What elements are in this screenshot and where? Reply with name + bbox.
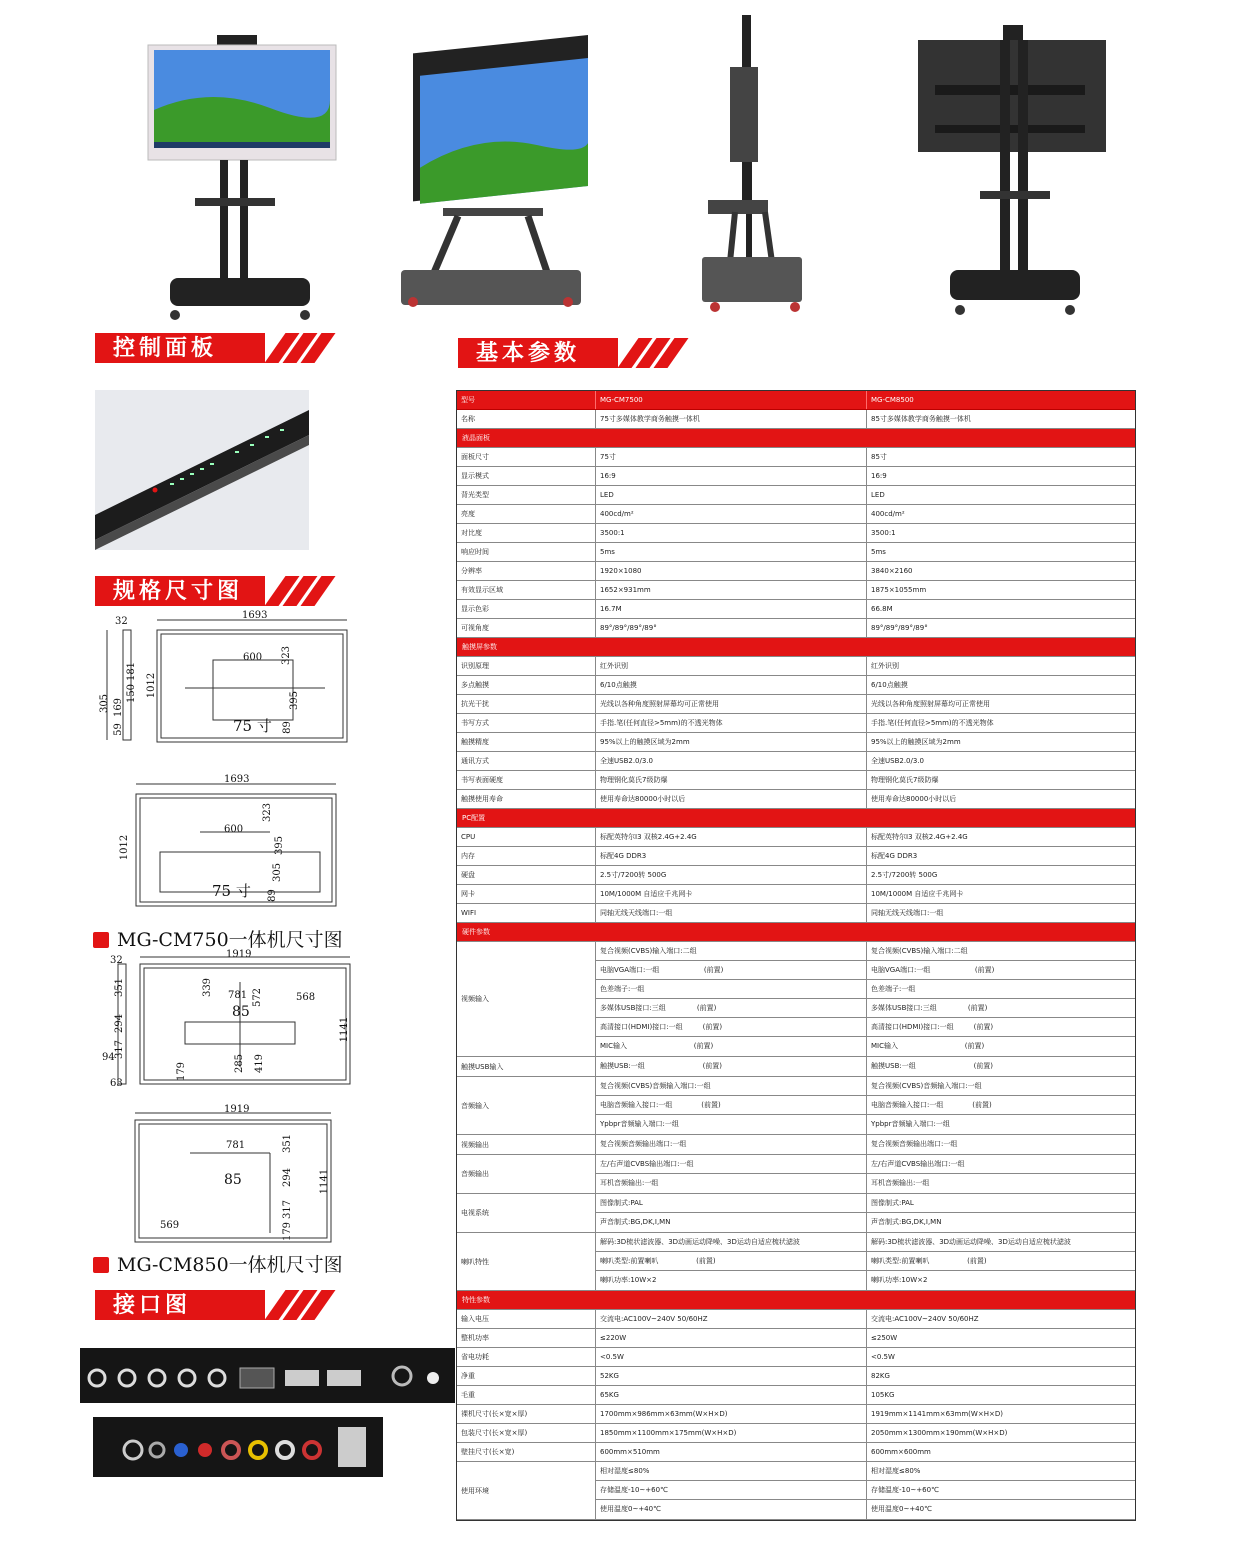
table-cell: 光线以各种角度照射屏幕均可正常使用	[596, 695, 867, 713]
table-cell: 可视角度	[457, 619, 596, 637]
table-cell: 净重	[457, 1367, 596, 1385]
table-row	[457, 714, 1135, 733]
table-cell: LED	[871, 491, 885, 499]
table-cell: 省电功耗	[457, 1348, 596, 1366]
dim-85b-v317: 317	[282, 1199, 294, 1220]
dim-75b-width: 1693	[224, 774, 250, 785]
table-group	[457, 1135, 1135, 1155]
table-group-label: 音频输出	[457, 1155, 596, 1193]
table-cell: 105KG	[871, 1391, 895, 1399]
dim-85-height: 1141	[339, 1016, 351, 1043]
table-row	[596, 1213, 1135, 1232]
table-group-label: 视频输入	[457, 942, 596, 1056]
table-section-header: 硬件参数	[457, 923, 1135, 942]
table-cell: 66.8M	[871, 605, 893, 613]
product-photo-front-white	[140, 30, 350, 330]
dim-75-v89: 89	[281, 721, 293, 734]
dim-85-v419: 419	[254, 1053, 266, 1074]
table-cell: 6/10点触摸	[871, 681, 908, 689]
dim-75-v59: 59	[112, 723, 124, 736]
table-cell: 书写表面硬度	[457, 771, 596, 789]
table-cell: 物理钢化莫氏7级防爆	[871, 776, 939, 784]
dim-75b-v89: 89	[266, 889, 278, 902]
table-cell: 高清接口(HDMI)接口:一组 (前置)	[596, 1018, 867, 1036]
table-cell: 复合视频音频输出端口:一组	[596, 1135, 867, 1154]
table-cell: 使用温度0~+40℃	[596, 1500, 867, 1519]
table-cell: 色差端子:一组	[871, 985, 916, 993]
caption-750-text: MG-CM750一体机尺寸图	[117, 929, 343, 951]
table-row	[457, 1310, 1135, 1329]
section-banner-interface	[95, 1290, 335, 1320]
table-group-label: 音频输入	[457, 1077, 596, 1134]
dim-85-v572: 572	[252, 987, 264, 1008]
table-cell: 图像制式:PAL	[871, 1199, 914, 1207]
table-cell: 10M/1000M 自适应千兆网卡	[596, 885, 867, 903]
table-row	[596, 1462, 1135, 1481]
table-cell: 使用温度0~+40℃	[871, 1505, 932, 1513]
table-cell: 触摸使用寿命	[457, 790, 596, 808]
section-title-interface: 接口图	[113, 1292, 192, 1318]
table-row	[596, 1135, 1135, 1154]
table-cell: 对比度	[457, 524, 596, 542]
table-cell: 全速USB2.0/3.0	[871, 757, 924, 765]
table-cell: 喇叭功率:10W×2	[871, 1276, 928, 1284]
table-cell: 1919mm×1141mm×63mm(W×H×D)	[871, 1410, 1003, 1418]
table-cell: 同轴无线天线端口:一组	[596, 904, 867, 922]
table-cell: 触摸USB:一组 (前置)	[596, 1057, 867, 1076]
dim-85b-width: 1919	[224, 1104, 250, 1115]
table-cell: 整机功率	[457, 1329, 596, 1347]
table-cell: 左/右声道CVBS输出端口:一组	[596, 1155, 867, 1173]
table-cell: 相对湿度≤80%	[596, 1462, 867, 1480]
product-photo-back	[915, 25, 1110, 320]
caption-850	[93, 1250, 343, 1277]
drawing-85-b	[120, 1104, 340, 1248]
table-group-label: 电视系统	[457, 1194, 596, 1232]
dim-75-v323: 323	[281, 645, 293, 666]
table-row	[457, 828, 1135, 847]
table-cell: 壁挂尺寸(长×宽)	[457, 1443, 596, 1461]
section-banner-control-panel	[95, 333, 335, 363]
table-cell: 毛重	[457, 1386, 596, 1404]
table-cell: 600mm×600mm	[871, 1448, 931, 1456]
dim-75b-v395: 395	[274, 835, 286, 856]
table-cell: 网卡	[457, 885, 596, 903]
drawing-75-b	[120, 772, 342, 912]
table-cell: 抗光干扰	[457, 695, 596, 713]
table-row	[596, 1018, 1135, 1037]
table-section-header: 特性参数	[457, 1291, 1135, 1310]
table-cell: CPU	[457, 828, 596, 846]
product-photo-side	[690, 12, 810, 317]
dim-75b-height: 1012	[119, 834, 131, 861]
table-cell: 名称	[457, 410, 596, 428]
table-row	[457, 1386, 1135, 1405]
table-cell: 10M/1000M 自适应千兆网卡	[871, 890, 964, 898]
table-group	[457, 1057, 1135, 1077]
table-cell: 图像制式:PAL	[596, 1194, 867, 1212]
dim-75-v150: 150	[126, 683, 138, 704]
dim-85-v317: 317	[114, 1039, 126, 1060]
table-row	[457, 467, 1135, 486]
table-row	[457, 790, 1135, 809]
table-cell: 多媒体USB接口:三组 (前置)	[871, 1004, 988, 1012]
table-cell: ≤220W	[596, 1329, 867, 1347]
table-group	[457, 1233, 1135, 1291]
table-group	[457, 1077, 1135, 1135]
table-cell: 亮度	[457, 505, 596, 523]
table-cell: 包装尺寸(长×宽×厚)	[457, 1424, 596, 1442]
table-row	[457, 505, 1135, 524]
table-section-header: PC配置	[457, 809, 1135, 828]
table-row	[457, 676, 1135, 695]
table-group	[457, 942, 1135, 1057]
table-cell: 95%以上的触摸区域为2mm	[871, 738, 961, 746]
dim-75-v169: 169	[113, 697, 125, 718]
table-cell: 复合视频(CVBS)音频输入端口:一组	[596, 1077, 867, 1095]
table-cell: 相对湿度≤80%	[871, 1467, 921, 1475]
table-cell: 标配英特尔I3 双核2.4G+2.4G	[596, 828, 867, 846]
dim-85b-v179: 179	[282, 1221, 294, 1242]
table-cell: 分辨率	[457, 562, 596, 580]
table-row	[457, 1367, 1135, 1386]
table-cell: 400cd/m²	[596, 505, 867, 523]
table-row	[596, 1077, 1135, 1096]
table-cell: 使用寿命达80000小时以后	[871, 795, 957, 803]
table-cell: 裸机尺寸(长×宽×厚)	[457, 1405, 596, 1423]
dim-75-v181: 181	[126, 661, 138, 682]
table-cell: 65KG	[596, 1386, 867, 1404]
caption-750	[93, 925, 343, 952]
table-cell: 89°/89°/89°/89°	[871, 624, 928, 632]
table-group-label: 触摸USB输入	[457, 1057, 596, 1076]
table-row	[457, 1348, 1135, 1367]
table-cell: MIC输入 (前置)	[596, 1037, 867, 1056]
table-cell: 3500:1	[871, 529, 896, 537]
header-cell: 型号	[457, 391, 596, 409]
table-cell: 显示色彩	[457, 600, 596, 618]
table-cell: 硬盘	[457, 866, 596, 884]
dim-85-width: 1919	[226, 949, 252, 960]
table-row	[457, 562, 1135, 581]
table-cell: 电脑音频输入接口:一组 (前置)	[871, 1101, 992, 1109]
dim-85b-v569: 569	[160, 1220, 180, 1231]
header-cell: MG-CM8500	[871, 396, 914, 404]
caption-750-marker	[93, 932, 109, 948]
table-row	[457, 410, 1135, 429]
interface-photo-top	[80, 1348, 455, 1403]
dim-85-h568: 568	[296, 992, 316, 1003]
table-row	[457, 448, 1135, 467]
header-cell: MG-CM7500	[596, 391, 867, 409]
table-cell: 1652×931mm	[596, 581, 867, 599]
table-row	[457, 1405, 1135, 1424]
dim-75-size: 75 寸	[233, 717, 272, 735]
dim-75-v305: 305	[99, 693, 111, 714]
table-cell: 3500:1	[596, 524, 867, 542]
product-photo-front-black	[398, 30, 588, 310]
table-section-header: 液晶面板	[457, 429, 1135, 448]
table-cell: <0.5W	[596, 1348, 867, 1366]
table-cell: 红外识别	[871, 662, 899, 670]
table-cell: 声音制式:BG,DK,I,MN	[871, 1218, 942, 1226]
table-row	[596, 961, 1135, 980]
table-row	[596, 1500, 1135, 1519]
table-cell: 解码:3D梳状滤波器、3D动画运动降噪、3D运动自适应梳状滤波	[596, 1233, 867, 1251]
table-row	[596, 1057, 1135, 1076]
table-group-label: 视频输出	[457, 1135, 596, 1154]
table-cell: 喇叭类型:前置喇叭 (前置)	[871, 1257, 987, 1265]
table-cell: 82KG	[871, 1372, 890, 1380]
table-header-row	[457, 391, 1135, 410]
table-cell: 多媒体USB接口:三组 (前置)	[596, 999, 867, 1017]
table-row	[457, 847, 1135, 866]
table-cell: 1875×1055mm	[871, 586, 927, 594]
table-row	[596, 1037, 1135, 1056]
dim-75-h600: 600	[243, 652, 263, 663]
table-cell: 面板尺寸	[457, 448, 596, 466]
table-cell: 52KG	[596, 1367, 867, 1385]
control-panel-photo	[95, 390, 309, 550]
table-cell: WIFI	[457, 904, 596, 922]
table-group-label: 使用环境	[457, 1462, 596, 1519]
table-row	[596, 1096, 1135, 1115]
dim-85-v94: 94	[102, 1052, 115, 1063]
table-cell: 高清接口(HDMI)接口:一组 (前置)	[871, 1023, 994, 1031]
table-cell: 75寸多媒体教学商务触摸一体机	[596, 410, 867, 428]
table-group	[457, 1155, 1135, 1194]
table-cell: 5ms	[596, 543, 867, 561]
table-cell: 400cd/m²	[871, 510, 905, 518]
table-cell: 6/10点触摸	[596, 676, 867, 694]
table-row	[457, 1424, 1135, 1443]
section-title-spec-drawing: 规格尺寸图	[113, 578, 244, 604]
table-row	[457, 771, 1135, 790]
table-row	[457, 524, 1135, 543]
dim-75-v32: 32	[115, 616, 128, 627]
section-title-control-panel: 控制面板	[113, 335, 218, 361]
dim-75b-h600: 600	[224, 824, 244, 835]
table-row	[457, 543, 1135, 562]
table-row	[457, 619, 1135, 638]
table-row	[457, 600, 1135, 619]
table-cell: 600mm×510mm	[596, 1443, 867, 1461]
table-cell: 16.7M	[596, 600, 867, 618]
table-cell: 触摸精度	[457, 733, 596, 751]
table-cell: 显示模式	[457, 467, 596, 485]
table-row	[457, 904, 1135, 923]
table-row	[596, 1271, 1135, 1290]
dim-85b-size: 85	[224, 1172, 242, 1188]
table-cell: 解码:3D梳状滤波器、3D动画运动降噪、3D运动自适应梳状滤波	[871, 1238, 1071, 1246]
table-cell: 标配英特尔I3 双核2.4G+2.4G	[871, 833, 968, 841]
table-cell: 1700mm×986mm×63mm(W×H×D)	[596, 1405, 867, 1423]
table-cell: 手指.笔(任何直径>5mm)的不透光物体	[871, 719, 994, 727]
table-cell: 识别原理	[457, 657, 596, 675]
table-cell: 标配4G DDR3	[871, 852, 918, 860]
table-cell: ≤250W	[871, 1334, 898, 1342]
table-cell: 16:9	[596, 467, 867, 485]
table-cell: 多点触摸	[457, 676, 596, 694]
table-cell: <0.5W	[871, 1353, 895, 1361]
dim-85b-height: 1141	[319, 1168, 331, 1195]
table-cell: 75寸	[596, 448, 867, 466]
table-row	[457, 885, 1135, 904]
table-row	[596, 1481, 1135, 1500]
table-cell: 光线以各种角度照射屏幕均可正常使用	[871, 700, 990, 708]
table-cell: 85寸	[871, 453, 887, 461]
table-row	[596, 999, 1135, 1018]
table-cell: MIC输入 (前置)	[871, 1042, 985, 1050]
dim-85-size: 85	[232, 1004, 250, 1020]
table-row	[596, 1233, 1135, 1252]
interface-photo-bottom	[93, 1417, 383, 1477]
table-cell: 电脑VGA端口:一组 (前置)	[596, 961, 867, 979]
table-cell: 2050mm×1300mm×190mm(W×H×D)	[871, 1429, 1008, 1437]
table-row	[457, 866, 1135, 885]
dim-75b-v323: 323	[262, 802, 274, 823]
table-cell: 声音制式:BG,DK,I,MN	[596, 1213, 867, 1232]
table-group-label: 喇叭特性	[457, 1233, 596, 1290]
dim-85-v63: 63	[110, 1078, 123, 1089]
table-cell: 5ms	[871, 548, 886, 556]
table-cell: 耳机音频输出:一组	[596, 1174, 867, 1193]
table-row	[596, 1194, 1135, 1213]
table-cell: 内存	[457, 847, 596, 865]
spec-table	[456, 390, 1136, 1521]
table-cell: 1920×1080	[596, 562, 867, 580]
table-cell: 交流电:AC100V~240V 50/60HZ	[596, 1310, 867, 1328]
table-row	[596, 942, 1135, 961]
table-cell: Ypbpr音频输入端口:一组	[871, 1120, 950, 1128]
table-cell: LED	[596, 486, 867, 504]
table-row	[596, 1155, 1135, 1174]
table-cell: 色差端子:一组	[596, 980, 867, 998]
caption-850-text: MG-CM850一体机尺寸图	[117, 1254, 343, 1276]
dim-85-v294: 294	[114, 1013, 126, 1034]
caption-850-marker	[93, 1257, 109, 1273]
dim-75-v395: 395	[289, 690, 301, 711]
table-cell: 存储温度-10~+60℃	[596, 1481, 867, 1499]
dim-85b-h781: 781	[226, 1140, 246, 1151]
table-cell: 手指.笔(任何直径>5mm)的不透光物体	[596, 714, 867, 732]
table-cell: 触摸USB:一组 (前置)	[871, 1062, 994, 1070]
table-row	[457, 752, 1135, 771]
section-banner-spec-drawing	[95, 576, 335, 606]
dim-85-v339: 339	[202, 977, 214, 998]
dim-85-v285: 285	[234, 1053, 246, 1074]
dim-85-v32: 32	[110, 955, 123, 966]
dim-85b-v351: 351	[282, 1133, 294, 1154]
table-group	[457, 1194, 1135, 1233]
table-row	[457, 695, 1135, 714]
table-cell: 交流电:AC100V~240V 50/60HZ	[871, 1315, 979, 1323]
table-cell: 复合视频音频输出端口:一组	[871, 1140, 958, 1148]
section-title-basic-params: 基本参数	[476, 340, 581, 366]
table-cell: 红外识别	[596, 657, 867, 675]
table-cell: 书写方式	[457, 714, 596, 732]
table-cell: 电脑音频输入接口:一组 (前置)	[596, 1096, 867, 1114]
table-cell: 耳机音频输出:一组	[871, 1179, 930, 1187]
table-cell: 输入电压	[457, 1310, 596, 1328]
table-section-header: 触摸屏参数	[457, 638, 1135, 657]
table-cell: 有效显示区域	[457, 581, 596, 599]
table-row	[596, 1252, 1135, 1271]
dim-85-v351: 351	[114, 977, 126, 998]
table-row	[457, 581, 1135, 600]
table-row	[457, 1443, 1135, 1462]
table-cell: 95%以上的触摸区域为2mm	[596, 733, 867, 751]
table-cell: 89°/89°/89°/89°	[596, 619, 867, 637]
dim-75-width: 1693	[242, 610, 268, 621]
table-row	[457, 1329, 1135, 1348]
dim-75b-size: 75 寸	[212, 882, 251, 900]
table-row	[457, 486, 1135, 505]
table-cell: 3840×2160	[871, 567, 913, 575]
table-cell: 左/右声道CVBS输出端口:一组	[871, 1160, 965, 1168]
section-banner-basic-params	[458, 338, 698, 368]
table-group	[457, 1462, 1135, 1520]
dim-75b-v305: 305	[272, 862, 284, 883]
table-row	[596, 1174, 1135, 1193]
table-cell: 1850mm×1100mm×175mm(W×H×D)	[596, 1424, 867, 1442]
dim-75-height: 1012	[146, 672, 158, 699]
table-row	[457, 733, 1135, 752]
drawing-85-a	[100, 949, 365, 1092]
table-cell: 使用寿命达80000小时以后	[596, 790, 867, 808]
table-row	[457, 657, 1135, 676]
table-cell: 2.5寸/7200转 500G	[596, 866, 867, 884]
table-cell: 标配4G DDR3	[596, 847, 867, 865]
table-cell: Ypbpr音频输入端口:一组	[596, 1115, 867, 1134]
table-cell: 物理钢化莫氏7级防爆	[596, 771, 867, 789]
table-cell: 通讯方式	[457, 752, 596, 770]
table-cell: 复合视频(CVBS)输入端口:二组	[871, 947, 968, 955]
table-cell: 响应时间	[457, 543, 596, 561]
table-cell: 复合视频(CVBS)音频输入端口:一组	[871, 1082, 982, 1090]
table-cell: 16:9	[871, 472, 887, 480]
table-row	[596, 1115, 1135, 1134]
table-cell: 存储温度-10~+60℃	[871, 1486, 939, 1494]
table-row	[596, 980, 1135, 999]
table-cell: 同轴无线天线端口:一组	[871, 909, 944, 917]
dim-85-h781: 781	[228, 990, 248, 1001]
dim-85b-v294: 294	[282, 1167, 294, 1188]
table-cell: 背光类型	[457, 486, 596, 504]
table-cell: 85寸多媒体教学商务触摸一体机	[871, 415, 971, 423]
table-cell: 全速USB2.0/3.0	[596, 752, 867, 770]
drawing-75-a	[95, 610, 357, 750]
table-cell: 复合视频(CVBS)输入端口:二组	[596, 942, 867, 960]
table-cell: 喇叭类型:前置喇叭 (前置)	[596, 1252, 867, 1270]
table-cell: 电脑VGA端口:一组 (前置)	[871, 966, 995, 974]
table-cell: 喇叭功率:10W×2	[596, 1271, 867, 1290]
dim-85-v179: 179	[176, 1061, 188, 1082]
table-cell: 2.5寸/7200转 500G	[871, 871, 938, 879]
